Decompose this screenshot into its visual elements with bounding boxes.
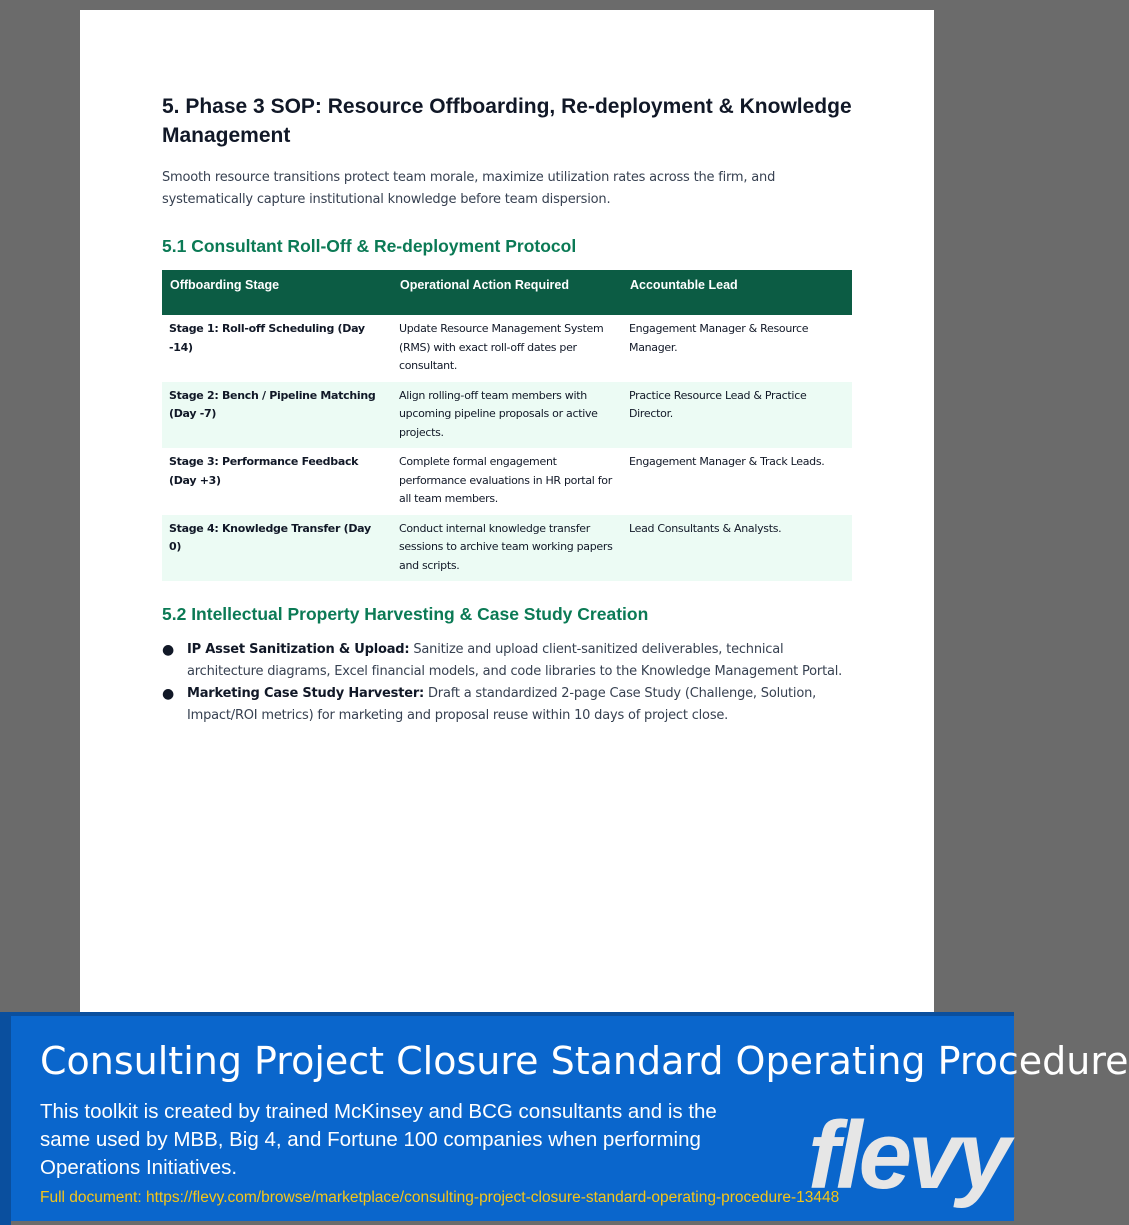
banner-description: This toolkit is created by trained McKinsey and BCG consultants and is the same used by MBB, Big 4, and Fortune 100 companies when performing Operations Initiatives. bbox=[40, 1100, 717, 1179]
bullet-icon: ● bbox=[162, 686, 175, 702]
column-header-action: Operational Action Required bbox=[392, 270, 622, 315]
lead-cell: Engagement Manager & Track Leads. bbox=[629, 455, 825, 468]
offboarding-table bbox=[162, 270, 852, 581]
lead-cell: Practice Resource Lead & Practice Director. bbox=[622, 382, 852, 449]
list-item-text: Sanitize and upload client-sanitized deliverables, technical architecture diagrams, Excel financial models, and code libraries to the Knowledge Management Portal. bbox=[187, 642, 843, 679]
page-content bbox=[162, 92, 852, 727]
document-page bbox=[80, 10, 934, 1012]
list-item bbox=[162, 683, 852, 727]
list-item-label: Marketing Case Study Harvester: bbox=[187, 686, 425, 701]
stage-cell: Stage 2: Bench / Pipeline Matching (Day -7) bbox=[162, 382, 392, 449]
table-row bbox=[162, 515, 852, 582]
table-header-row bbox=[162, 270, 852, 315]
list-item-text: Draft a standardized 2-page Case Study (Challenge, Solution, Impact/ROI metrics) for marketing and proposal reuse within 10 days of project close. bbox=[187, 686, 817, 723]
bullet-icon: ● bbox=[162, 642, 175, 658]
table-row bbox=[162, 382, 852, 449]
intro-paragraph: Smooth resource transitions protect team morale, maximize utilization rates across the firm, and systematically capture institutional knowledge before team dispersion. bbox=[162, 170, 776, 207]
action-cell: Conduct internal knowledge transfer sessions to archive team working papers and scripts. bbox=[392, 515, 622, 582]
banner-title: Consulting Project Closure Standard Operating Procedure bbox=[40, 1039, 1129, 1083]
table-row bbox=[162, 315, 852, 382]
action-cell: Complete formal engagement performance evaluations in HR portal for all team members. bbox=[399, 455, 612, 505]
promo-banner bbox=[0, 1012, 1129, 1221]
flevy-logo: flevy bbox=[808, 1102, 1007, 1209]
column-header-stage: Offboarding Stage bbox=[162, 270, 392, 315]
section-heading: 5. Phase 3 SOP: Resource Offboarding, Re-deployment & Knowledge Management bbox=[162, 95, 852, 147]
action-cell: Update Resource Management System (RMS) with exact roll-off dates per consultant. bbox=[399, 322, 604, 372]
ip-bullet-list bbox=[162, 639, 852, 727]
subsection-title-5-1: 5.1 Consultant Roll-Off & Re-deployment Protocol bbox=[162, 236, 577, 256]
table-row bbox=[162, 448, 852, 515]
stage-cell: Stage 4: Knowledge Transfer (Day 0) bbox=[162, 515, 392, 582]
banner-edge bbox=[0, 1016, 11, 1225]
lead-cell: Engagement Manager & Resource Manager. bbox=[629, 322, 809, 354]
action-cell: Align rolling-off team members with upcoming pipeline proposals or active projects. bbox=[392, 382, 622, 449]
stage-cell: Stage 1: Roll-off Scheduling (Day -14) bbox=[169, 322, 365, 354]
column-header-lead: Accountable Lead bbox=[622, 270, 852, 315]
subsection-title-5-2: 5.2 Intellectual Property Harvesting & Case Study Creation bbox=[162, 604, 649, 624]
list-item-label: IP Asset Sanitization & Upload: bbox=[187, 642, 410, 657]
full-document-link[interactable]: Full document: https://flevy.com/browse/marketplace/consulting-project-closure-standard-operating-procedure-13448 bbox=[40, 1189, 840, 1206]
list-item bbox=[162, 639, 852, 683]
lead-cell: Lead Consultants & Analysts. bbox=[622, 515, 852, 582]
stage-cell: Stage 3: Performance Feedback (Day +3) bbox=[169, 455, 359, 487]
